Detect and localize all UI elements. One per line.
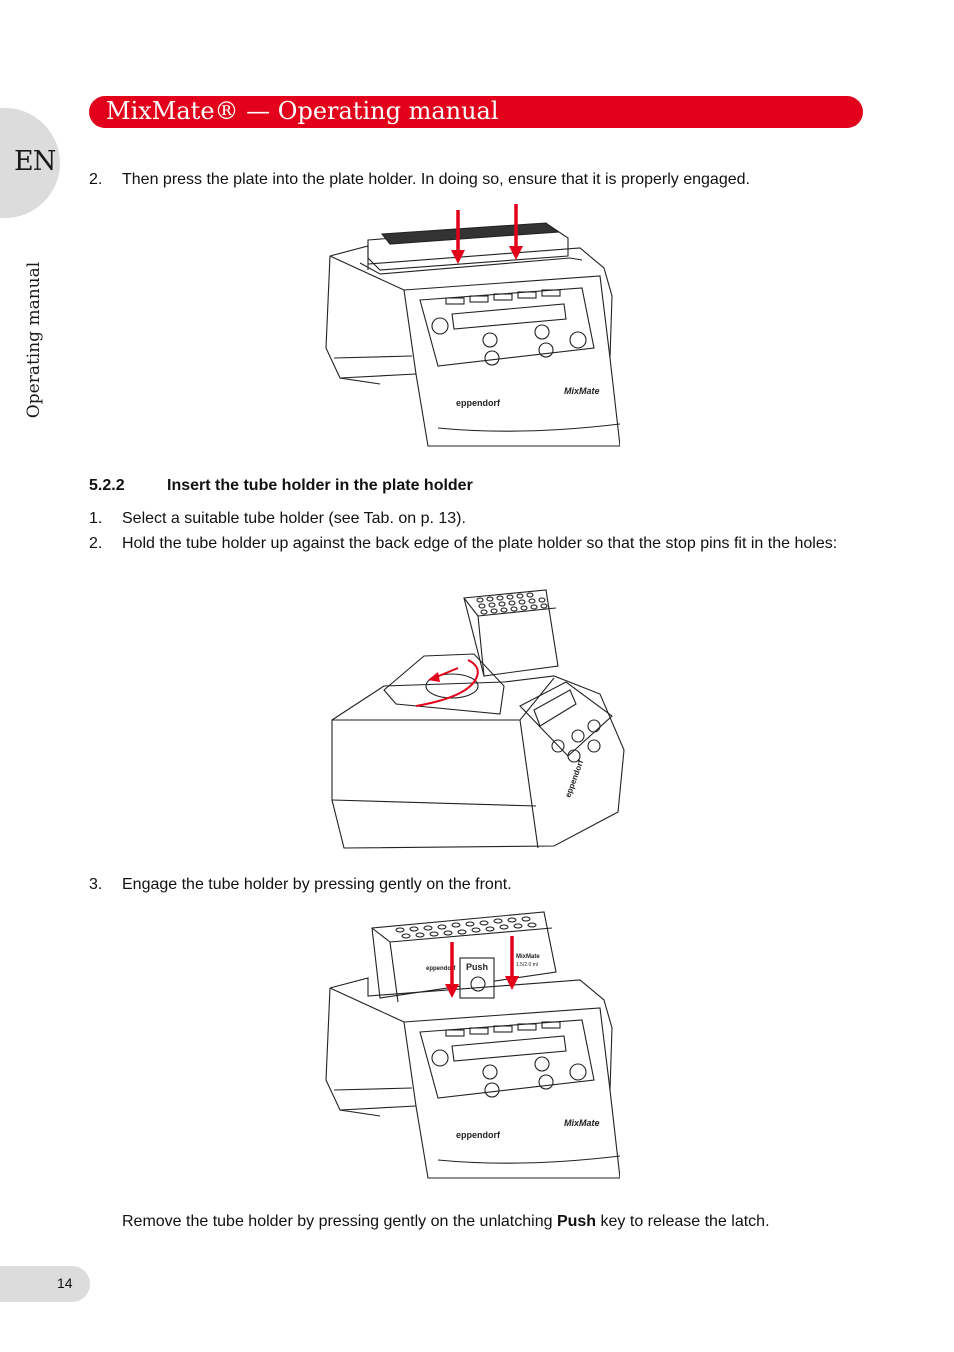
note-after: key to release the latch. (596, 1213, 770, 1230)
push-key-label: Push (466, 962, 489, 972)
language-tab (0, 108, 60, 218)
brand-logo: eppendorf (456, 1130, 500, 1140)
step-text: Select a suitable tube holder (see Tab. on p. 13). (122, 510, 466, 527)
svg-text:eppendorf: eppendorf (563, 758, 586, 799)
figure-tube-holder-engage (320, 906, 620, 1190)
step-text: Engage the tube holder by pressing gently on the front. (122, 876, 512, 893)
page-number: 14 (57, 1275, 73, 1291)
header-bar (89, 96, 863, 128)
note-bold: Push (556, 1213, 597, 1230)
figure-tube-holder-insert (324, 586, 630, 852)
holder-brand: eppendorf (426, 966, 456, 972)
model-logo: MixMate (564, 386, 600, 396)
figure-plate-press (320, 198, 620, 454)
step-number: 2. (89, 171, 103, 188)
model-logo: MixMate (564, 1118, 600, 1128)
release-note (122, 1212, 882, 1231)
step-number: 3. (89, 876, 103, 893)
holder-model: MixMate (516, 954, 540, 960)
brand-logo: eppendorf (456, 398, 500, 408)
step-text: Hold the tube holder up against the back edge of the plate holder so that the stop pins fit in the holes: (122, 535, 838, 552)
page-title: MixMate® — Operating manual (106, 97, 499, 125)
step-number: 2. (89, 535, 103, 552)
language-label: EN (14, 146, 56, 177)
holder-size: 1.5/2.0 ml (516, 962, 538, 968)
note-before: Remove the tube holder by pressing gently on the unlatching (122, 1213, 557, 1230)
step-number: 1. (89, 510, 103, 527)
section-side-label: Operating manual (24, 261, 44, 419)
section-number: 5.2.2 (89, 477, 125, 494)
page-number-tab (0, 1266, 90, 1302)
step-text: Then press the plate into the plate holder. In doing so, ensure that it is properly engaged. (122, 171, 750, 188)
section-title: Insert the tube holder in the plate holder (167, 477, 473, 494)
